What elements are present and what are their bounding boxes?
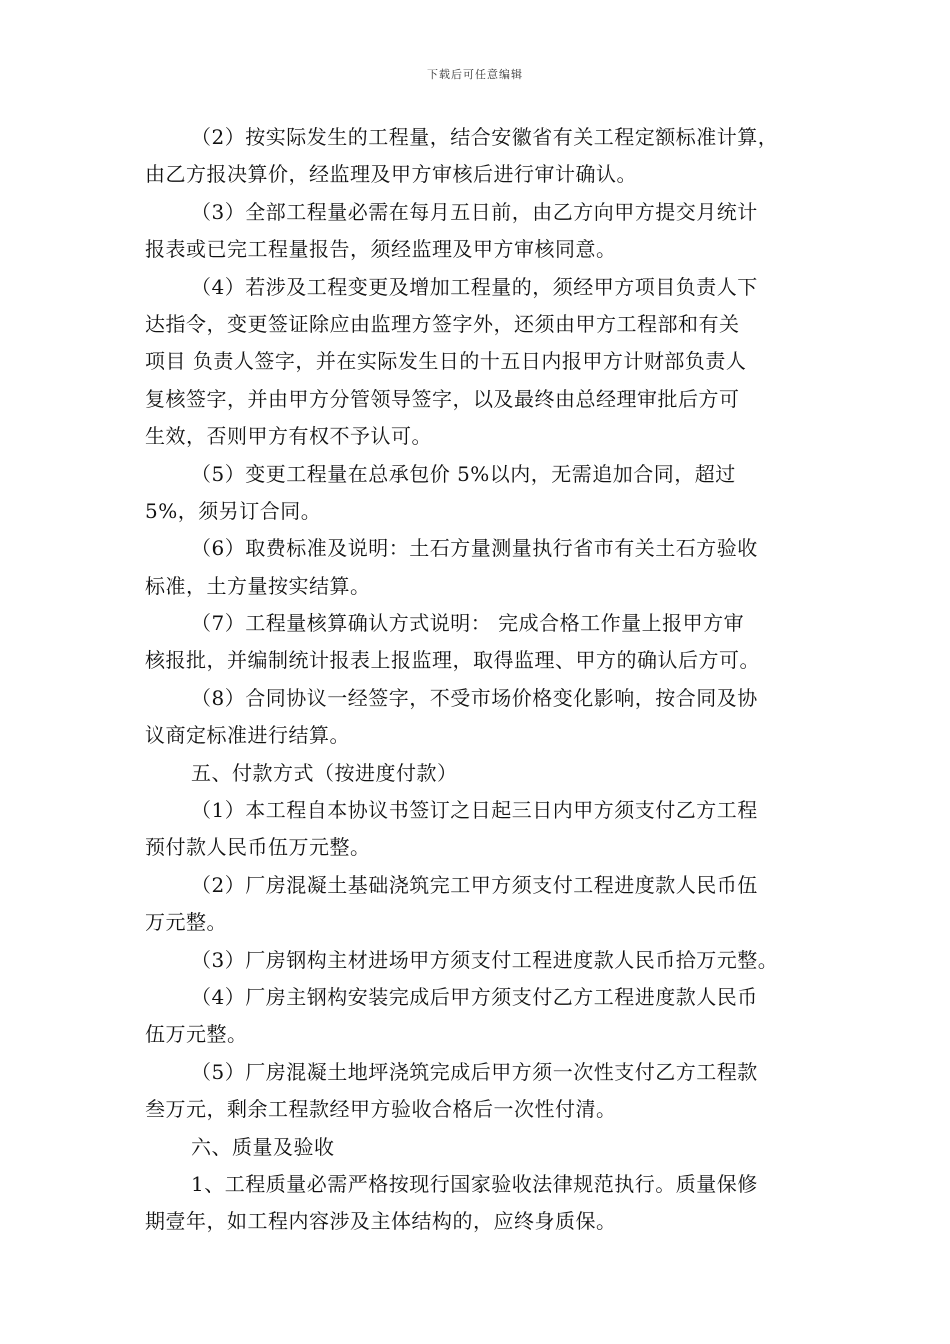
paragraph-line: 万元整。 xyxy=(145,910,227,935)
paragraph-line: 核报批，并编制统计报表上报监理，取得监理、甲方的确认后方可。 xyxy=(145,648,760,673)
paragraph-line: 生效，否则甲方有权不予认可。 xyxy=(145,424,432,449)
paragraph-line: 由乙方报决算价，经监理及甲方审核后进行审计确认。 xyxy=(145,162,637,187)
paragraph-line: 复核签字，并由甲方分管领导签字，以及最终由总经理审批后方可 xyxy=(145,386,740,411)
paragraph-line: （2）按实际发生的工程量，结合安徽省有关工程定额标准计算， xyxy=(191,125,779,149)
paragraph-line: （5）变更工程量在总承包价 5%以内，无需追加合同，超过 xyxy=(191,461,736,486)
paragraph-line: （4）厂房主钢构安装完成后甲方须支付乙方工程进度款人民币 xyxy=(191,984,758,1009)
paragraph-line: 议商定标准进行结算。 xyxy=(145,723,350,748)
paragraph-line: （4）若涉及工程变更及增加工程量的，须经甲方项目负责人下 xyxy=(191,274,758,299)
paragraph-line: （2）厂房混凝土基础浇筑完工甲方须支付工程进度款人民币伍 xyxy=(191,872,758,897)
paragraph-line: 报表或已完工程量报告，须经监理及甲方审核同意。 xyxy=(145,237,617,262)
paragraph-line: （6）取费标准及说明：土石方量测量执行省市有关土石方验收 xyxy=(191,536,758,561)
paragraph-line: 5%，须另订合同。 xyxy=(145,498,322,523)
paragraph-line: （3）厂房钢构主材进场甲方须支付工程进度款人民币拾万元整。 xyxy=(191,947,779,972)
document-body xyxy=(145,119,817,1241)
page-header: 下载后可任意编辑 xyxy=(427,68,523,81)
paragraph-line: 伍万元整。 xyxy=(145,1022,248,1047)
paragraph-line: 期壹年，如工程内容涉及主体结构的，应终身质保。 xyxy=(145,1209,617,1234)
paragraph-line: （1）本工程自本协议书签订之日起三日内甲方须支付乙方工程 xyxy=(191,798,758,823)
paragraph-line: （7）工程量核算确认方式说明： 完成合格工作量上报甲方审 xyxy=(191,611,745,636)
paragraph-line: 标准，土方量按实结算。 xyxy=(145,573,371,598)
paragraph-line: （3）全部工程量必需在每月五日前，由乙方向甲方提交月统计 xyxy=(191,199,758,224)
paragraph-line: （5）厂房混凝土地坪浇筑完成后甲方须一次性支付乙方工程款 xyxy=(191,1059,758,1084)
section-heading: 六、质量及验收 xyxy=(191,1134,335,1159)
paragraph-line: 叁万元，剩余工程款经甲方验收合格后一次性付清。 xyxy=(145,1097,617,1122)
paragraph-line: 1、工程质量必需严格按现行国家验收法律规范执行。质量保修 xyxy=(191,1171,758,1196)
paragraph-line: 预付款人民币伍万元整。 xyxy=(145,835,371,860)
paragraph-line: 项目 负责人签字，并在实际发生日的十五日内报甲方计财部负责人 xyxy=(145,349,747,374)
paragraph-line: 达指令，变更签证除应由监理方签字外，还须由甲方工程部和有关 xyxy=(145,311,740,336)
section-heading: 五、付款方式（按进度付款） xyxy=(191,760,458,785)
paragraph-line: （8）合同协议一经签字，不受市场价格变化影响，按合同及协 xyxy=(191,685,758,710)
